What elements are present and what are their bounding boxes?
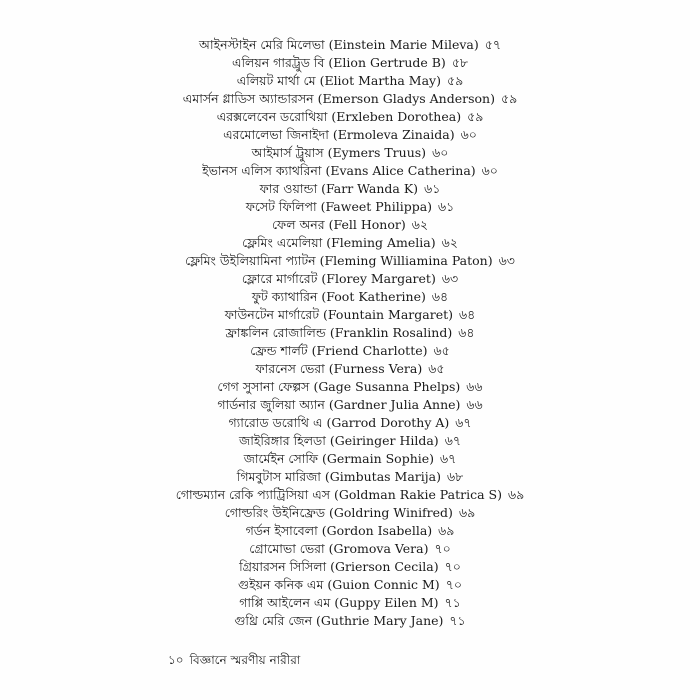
entry-english-name: (Friend Charlotte) [311,343,428,358]
index-entry [150,90,550,108]
entry-page-number: ৬৬ [466,379,483,394]
entry-english-name: (Erxleben Dorothea) [331,109,462,124]
entry-english-name: (Fleming Williamina Paton) [319,253,493,268]
index-entry [150,162,550,180]
entry-english-name: (Eliot Martha May) [319,73,441,88]
index-entry [150,72,550,90]
index-entry [150,360,550,378]
entry-page-number: ৬২ [441,235,458,250]
entry-english-name: (Garrod Dorothy A) [326,415,450,430]
entry-bengali-name: গেগ সুসানা ফেল্পস [217,379,310,394]
entry-bengali-name: এলিয়ট মার্থা মে [236,73,316,88]
index-entry [150,486,550,504]
entry-page-number: ৬৭ [455,415,472,430]
entry-page-number: ৬৩ [498,253,515,268]
entry-bengali-name: গিমবুটাস মারিজা [236,469,321,484]
index-entry [150,324,550,342]
entry-english-name: (Florey Margaret) [321,271,436,286]
entry-page-number: ৫৭ [484,37,501,52]
index-entry [150,36,550,54]
index-entry [150,450,550,468]
entry-page-number: ৫৯ [467,109,484,124]
entry-page-number: ৭০ [434,541,451,556]
entry-english-name: (Elion Gertrude B) [328,55,446,70]
entry-bengali-name: গোল্ডরিং উইনিফ্রেড [224,505,326,520]
entry-page-number: ৬৭ [440,451,457,466]
index-entry [150,54,550,72]
entry-english-name: (Goldman Rakie Patrica S) [334,487,502,502]
entry-english-name: (Fell Honor) [328,217,406,232]
entry-english-name: (Emerson Gladys Anderson) [317,91,495,106]
index-entry [150,306,550,324]
page-footer [168,652,300,672]
entry-english-name: (Fountain Margaret) [323,307,453,322]
entry-page-number: ৬৯ [438,523,455,538]
index-entry [150,594,550,612]
index-entry [150,216,550,234]
entry-english-name: (Faweet Philippa) [320,199,433,214]
index-entry [150,108,550,126]
entry-page-number: ৬৩ [441,271,459,286]
entry-bengali-name: এরক্সলেবেন ডরোথিয়া [216,109,328,124]
entry-english-name: (Einstein Marie Mileva) [328,37,479,52]
entry-bengali-name: এমার্সন গ্লাডিস অ্যান্ডারসন [182,91,314,106]
entry-english-name: (Franklin Rosalind) [329,325,453,340]
entry-bengali-name: আইমার্স ট্রুয়াস [251,145,324,160]
entry-page-number: ৬৬ [466,397,483,412]
entry-bengali-name: গ্রিয়ারসন সিসিলা [239,559,327,574]
entry-bengali-name: ফাউনটেন মার্গারেট [224,307,320,322]
index-entry [150,126,550,144]
entry-page-number: ৬৫ [428,361,445,376]
index-entry [150,468,550,486]
footer-book-title: বিজ্ঞানে স্মরণীয় নারীরা [189,653,301,667]
entry-page-number: ৬৯ [458,505,476,520]
index-entry [150,576,550,594]
index-entry [150,252,550,270]
entry-english-name: (Farr Wanda K) [321,181,419,196]
entry-english-name: (Gardner Julia Anne) [328,397,461,412]
entry-bengali-name: ফার ওয়ান্ডা [259,181,318,196]
entry-bengali-name: জার্মেইন সোফি [243,451,319,466]
entry-page-number: ৬০ [481,163,498,178]
entry-bengali-name: ফ্রেন্ড শার্লট [250,343,308,358]
entry-bengali-name: আইনস্টাইন মেরি মিলেভা [198,37,325,52]
entry-english-name: (Guion Connic M) [327,577,440,592]
entry-english-name: (Geiringer Hilda) [329,433,439,448]
entry-english-name: (Ermoleva Zinaida) [332,127,455,142]
entry-bengali-name: জাইরিঙ্গার হিলডা [239,433,326,448]
index-entry [150,522,550,540]
index-entry [150,612,550,630]
entry-page-number: ৬৭ [444,433,461,448]
entry-english-name: (Gage Susanna Phelps) [313,379,461,394]
index-entry [150,144,550,162]
index-entry [150,432,550,450]
entry-english-name: (Eymers Truus) [327,145,427,160]
index-entry [150,270,550,288]
entry-page-number: ৫৯ [447,73,464,88]
entry-english-name: (Gordon Isabella) [321,523,433,538]
entry-bengali-name: ফ্লোরে মার্গারেট [241,271,318,286]
entry-bengali-name: এলিয়ন গারট্রুড বি [231,55,325,70]
entry-bengali-name: ফারনেস ভেরা [255,361,325,376]
entry-bengali-name: গ্রোমোভা ভেরা [249,541,325,556]
entry-page-number: ৬১ [438,199,455,214]
entry-bengali-name: ফ্রাঙ্কলিন রোজালিন্ড [225,325,326,340]
entry-page-number: ৭০ [444,559,461,574]
entry-page-number: ৫৮ [451,55,469,70]
entry-page-number: ৬০ [460,127,477,142]
index-entry [150,198,550,216]
index-entry [150,558,550,576]
entry-page-number: ৬০ [432,145,449,160]
entry-english-name: (Foot Katherine) [321,289,426,304]
entry-bengali-name: ফেল অনর [271,217,325,232]
entry-page-number: ৬৮ [446,469,464,484]
index-entry [150,414,550,432]
entry-english-name: (Evans Alice Catherina) [325,163,476,178]
entry-page-number: ৭০ [445,577,462,592]
index-entry [150,504,550,522]
index-entry [150,396,550,414]
entry-bengali-name: এরমোলেভা জিনাইদা [223,127,329,142]
entry-page-number: ৬২ [411,217,428,232]
entry-english-name: (Grierson Cecila) [330,559,439,574]
entry-bengali-name: গুথ্রি মেরি জেন [234,613,313,628]
entry-english-name: (Gimbutas Marija) [324,469,441,484]
entry-bengali-name: গুইয়ন কনিক এম [238,577,324,592]
entry-bengali-name: ইভানস এলিস ক্যাথরিনা [202,163,322,178]
entry-english-name: (Germain Sophie) [322,451,435,466]
entry-page-number: ৬৫ [433,343,450,358]
entry-english-name: (Gromova Vera) [328,541,429,556]
entry-bengali-name: গর্ডন ইসাবেলা [245,523,318,538]
index-entry [150,378,550,396]
entry-page-number: ৬৯ [507,487,525,502]
index-entry [150,540,550,558]
index-entry [150,342,550,360]
entry-bengali-name: ফসেট ফিলিপা [245,199,317,214]
entry-bengali-name: ফ্লেমিং এমেলিয়া [242,235,323,250]
entry-english-name: (Goldring Winifred) [329,505,453,520]
entry-page-number: ৬৪ [431,289,449,304]
entry-bengali-name: গাপ্পি আইলেন এম [239,595,331,610]
entry-page-number: ৫৯ [500,91,518,106]
index-entry [150,234,550,252]
footer-page-number: ১০ [168,653,184,667]
entry-bengali-name: ফ্লেমিং উইলিয়ামিনা প্যাটন [185,253,316,268]
entry-page-number: ৭১ [444,595,461,610]
entry-bengali-name: গ্যারোড ডরোথি এ [228,415,323,430]
entry-page-number: ৬৪ [459,307,476,322]
entry-page-number: ৭১ [449,613,466,628]
entry-page-number: ৬৪ [458,325,475,340]
index-entry [150,288,550,306]
entry-bengali-name: ফুট ক্যাথারিন [251,289,318,304]
entry-english-name: (Guthrie Mary Jane) [316,613,444,628]
index-entry [150,180,550,198]
entry-english-name: (Furness Vera) [328,361,423,376]
entry-english-name: (Guppy Eilen M) [334,595,439,610]
entry-page-number: ৬১ [424,181,441,196]
entry-bengali-name: গোল্ডম্যান রেকি প্যাট্রিসিয়া এস [175,487,331,502]
entry-bengali-name: গার্ডনার জুলিয়া অ্যান [217,397,325,412]
entry-english-name: (Fleming Amelia) [326,235,436,250]
